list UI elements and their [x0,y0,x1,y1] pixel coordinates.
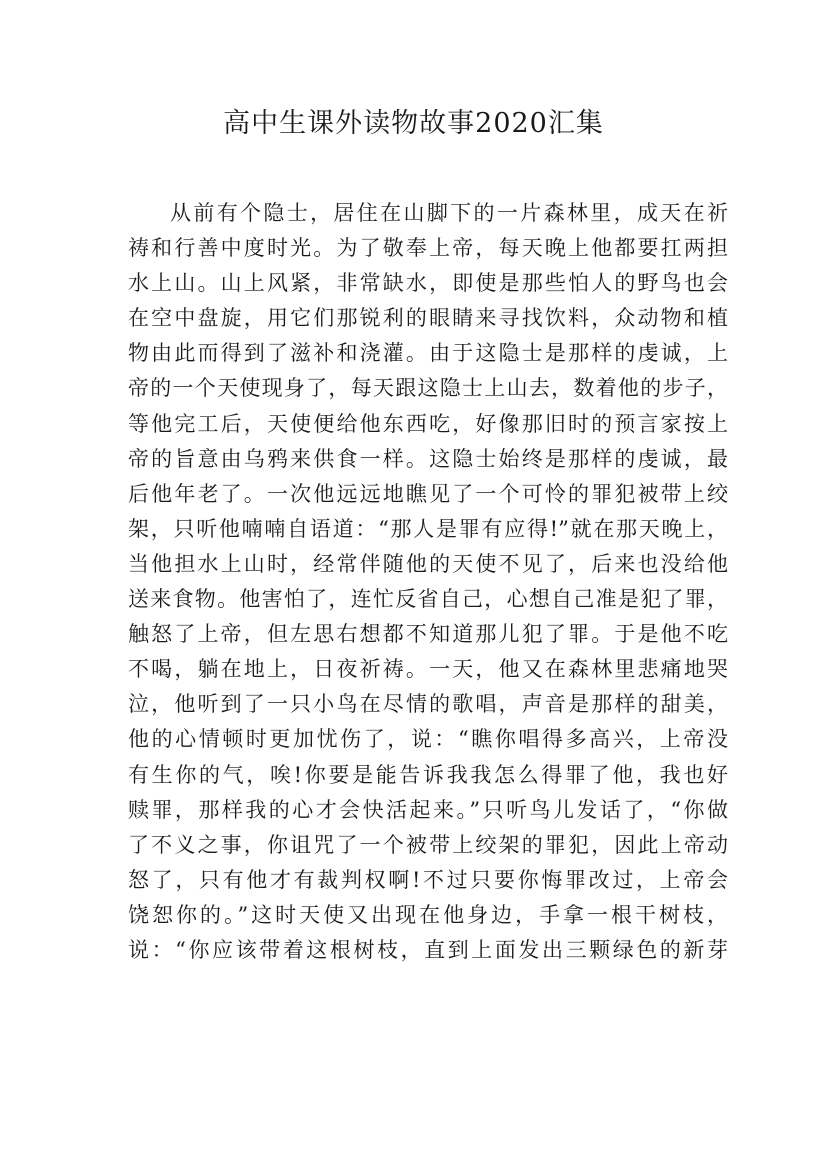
text-line: 送来食物。他害怕了，连忙反省自己，心想自己准是犯了罪， [128,587,728,612]
text-line: 有生你的气，唉!你要是能告诉我我怎么得罪了他，我也好 [128,762,728,787]
text-line: 在空中盘旋，用它们那锐利的眼睛来寻找饮料，众动物和植 [128,306,728,331]
text-line: 帝的一个天使现身了，每天跟这隐士上山去，数着他的步子， [128,376,728,401]
text-line: 从前有个隐士，居住在山脚下的一片森林里，成天在祈 [170,201,728,225]
text-line: 祷和行善中度时光。为了敬奉上帝，每天晚上他都要扛两担 [128,236,728,261]
text-line: 帝的旨意由乌鸦来供食一样。这隐士始终是那样的虔诚，最 [128,446,728,471]
text-line: 后他年老了。一次他远远地瞧见了一个可怜的罪犯被带上绞 [128,481,728,506]
story-paragraph [128,196,728,968]
text-line: 架，只听他喃喃自语道：“那人是罪有应得!”就在那天晚上， [128,516,728,541]
text-line: 触怒了上帝，但左思右想都不知道那儿犯了罪。于是他不吃 [128,622,728,647]
text-line: 他的心情顿时更加忧伤了，说：“瞧你唱得多高兴，上帝没 [128,727,728,752]
text-line: 不喝，躺在地上，日夜祈祷。一天，他又在森林里悲痛地哭 [128,657,728,682]
text-line: 饶恕你的。”这时天使又出现在他身边，手拿一根干树枝， [128,902,728,927]
text-line: 当他担水上山时，经常伴随他的天使不见了，后来也没给他 [128,551,728,576]
text-line: 说：“你应该带着这根树枝，直到上面发出三颗绿色的新芽 [128,937,728,962]
text-line: 等他完工后，天使便给他东西吃，好像那旧时的预言家按上 [128,411,728,436]
text-line: 水上山。山上风紧，非常缺水，即使是那些怕人的野鸟也会 [128,271,728,296]
document-title: 高中生课外读物故事2020汇集 [223,108,604,139]
text-line: 泣，他听到了一只小鸟在尽情的歌唱，声音是那样的甜美， [128,692,728,717]
text-line: 赎罪，那样我的心才会快活起来。”只听鸟儿发话了，“你做 [128,797,728,822]
text-line: 了不义之事，你诅咒了一个被带上绞架的罪犯，因此上帝动 [128,832,728,857]
text-line: 怒了，只有他才有裁判权啊!不过只要你悔罪改过，上帝会 [128,867,728,892]
text-line: 物由此而得到了滋补和浇灌。由于这隐士是那样的虔诚，上 [128,341,728,366]
